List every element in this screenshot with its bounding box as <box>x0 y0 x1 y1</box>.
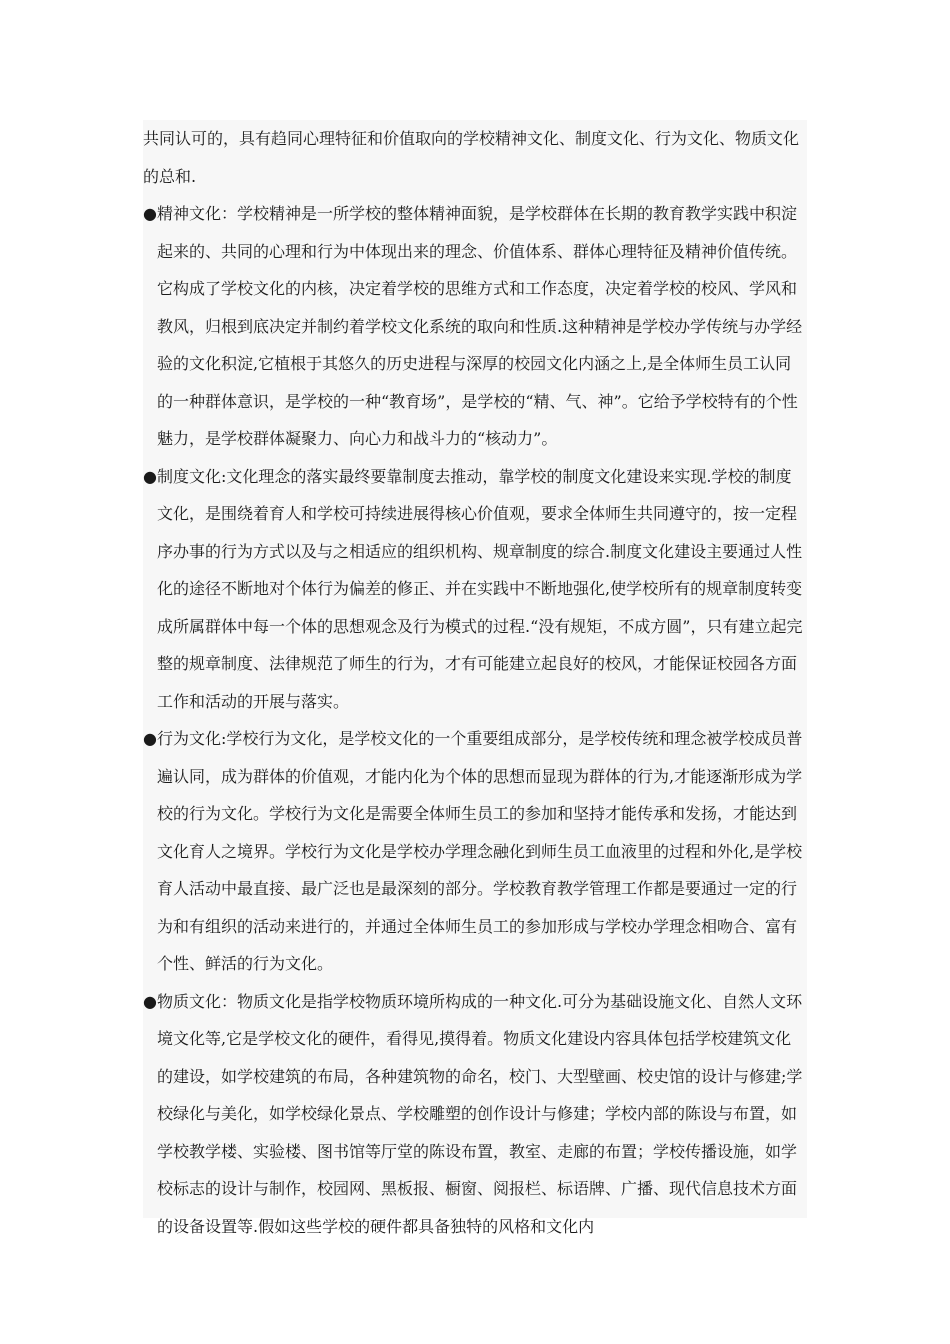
bullet-icon: ● <box>143 466 157 486</box>
section-spiritual-culture <box>143 195 807 458</box>
section-behavioral-culture <box>143 720 807 983</box>
intro-paragraph: 共同认可的，具有趋同心理特征和价值取向的学校精神文化、制度文化、行为文化、物质文化的总和. <box>143 129 800 186</box>
document-body <box>143 120 807 1236</box>
section-institutional-culture <box>143 458 807 721</box>
bullet-icon: ● <box>143 991 157 1011</box>
section-text: 行为文化:学校行为文化，是学校文化的一个重要组成部分，是学校传统和理念被学校成员普遍认同，成为群体的价值观，才能内化为个体的思想而显现为群体的行为,才能逐渐形成为学校的行为文化。学校行为文化是需要全体师生员工的参加和坚持才能传承和发扬，才能达到文化育人之境界。学校行为文化是学校办学理念融化到师生员工血液里的过程和外化,是学校育人活动中最直接、最广泛也是最深刻的部分。学校教育教学管理工作都是要通过一定的行为和有组织的活动来进行的，并通过全体师生员工的参加形成与学校办学理念相吻合、富有个性、鲜活的行为文化。 <box>157 729 803 973</box>
section-text: 物质文化：物质文化是指学校物质环境所构成的一种文化.可分为基础设施文化、自然人文环境文化等,它是学校文化的硬件，看得见,摸得着。物质文化建设内容具体包括学校建筑文化的建设，如学校建筑的布局，各种建筑物的命名，校门、大型壁画、校史馆的设计与修建;学校绿化与美化，如学校绿化景点、学校雕塑的创作设计与修建；学校内部的陈设与布置，如学校教学楼、实验楼、图书馆等厅堂的陈设布置，教室、走廊的布置；学校传播设施，如学校标志的设计与制作，校园网、黑板报、橱窗、阅报栏、标语牌、广播、现代信息技术方面的设备设置等.假如这些学校的硬件都具备独特的风格和文化内 <box>157 991 803 1236</box>
section-text: 精神文化：学校精神是一所学校的整体精神面貌，是学校群体在长期的教育教学实践中积淀起来的、共同的心理和行为中体现出来的理念、价值体系、群体心理特征及精神价值传统。它构成了学校文化的内核，决定着学校的思维方式和工作态度，决定着学校的校风、学风和教风，归根到底决定并制约着学校文化系统的取向和性质.这种精神是学校办学传统与办学经验的文化积淀,它植根于其悠久的历史进程与深厚的校园文化内涵之上,是全体师生员工认同的一种群体意识，是学校的一种“教育场”，是学校的“精、气、神”。它给予学校特有的个性魅力，是学校群体凝聚力、向心力和战斗力的“核动力”。 <box>157 204 803 448</box>
section-material-culture <box>143 983 807 1246</box>
bullet-icon: ● <box>143 729 157 748</box>
section-text: 制度文化:文化理念的落实最终要靠制度去推动，靠学校的制度文化建设来实现.学校的制度文化，是围绕着育人和学校可持续进展得核心价值观，要求全体师生共同遵守的，按一定程序办事的行为方式以及与之相适应的组织机构、规章制度的综合.制度文化建设主要通过人性化的途径不断地对个体行为偏差的修正、并在实践中不断地强化,使学校所有的规章制度转变成所属群体中每一个体的思想观念及行为模式的过程.“没有规矩，不成方圆”，只有建立起完整的规章制度、法律规范了师生的行为，才有可能建立起良好的校风，才能保证校园各方面工作和活动的开展与落实。 <box>157 466 803 711</box>
bullet-icon: ● <box>143 204 157 223</box>
